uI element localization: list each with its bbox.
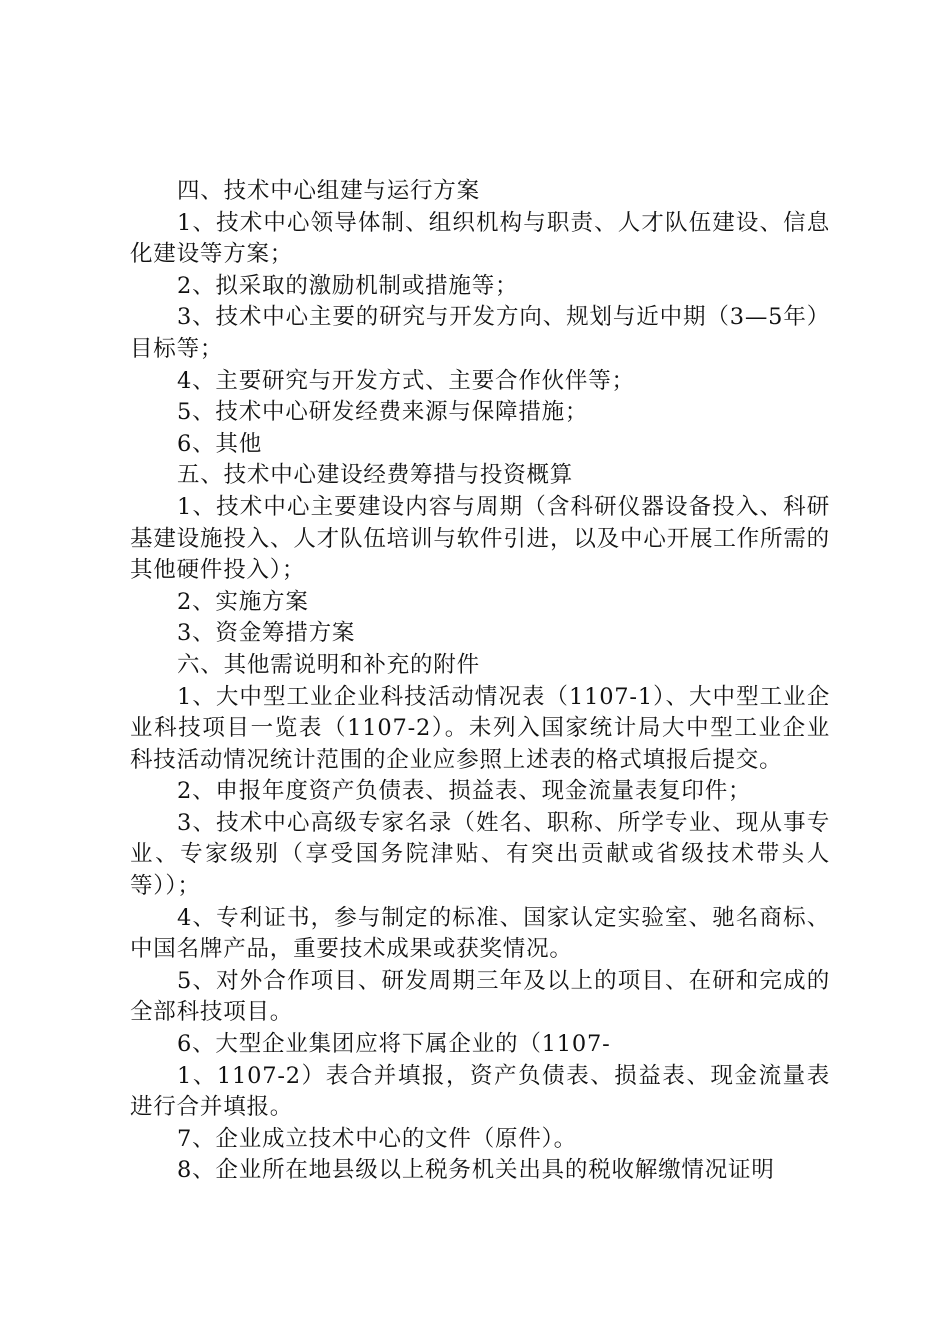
paragraph: 1、大中型工业企业科技活动情况表（1107-1）、大中型工业企业科技项目一览表（1107-2）。未列入国家统计局大中型工业企业科技活动情况统计范围的企业应参照上述表的格式填报后提交。 [130,683,830,773]
paragraph: 5、对外合作项目、研发周期三年及以上的项目、在研和完成的全部科技项目。 [130,967,830,1026]
paragraph: 1、技术中心主要建设内容与周期（含科研仪器设备投入、科研基建设施投入、人才队伍培训与软件引进，以及中心开展工作所需的其他硬件投入）； [130,493,830,584]
section-heading-6: 六、其他需说明和补充的附件 [177,651,480,678]
paragraph: 6、其他 [177,430,263,457]
paragraph: 6、大型企业集团应将下属企业的（1107- [177,1031,611,1058]
paragraph: 3、技术中心主要的研究与开发方向、规划与近中期（3—5年）目标等； [130,304,830,362]
paragraph: 8、企业所在地县级以上税务机关出具的税收解缴情况证明 [177,1157,775,1184]
paragraph: 5、技术中心研发经费来源与保障措施； [177,399,589,426]
paragraph: 3、技术中心高级专家名录（姓名、职称、所学专业、现从事专业、专家级别（享受国务院津贴、有突出贡献或省级技术带头人等））； [130,809,830,900]
paragraph: 4、专利证书，参与制定的标准、国家认定实验室、驰名商标、中国名牌产品，重要技术成果或获奖情况。 [130,904,830,963]
paragraph: 2、申报年度资产负债表、损益表、现金流量表复印件； [177,778,752,805]
section-heading-5: 五、技术中心建设经费筹措与投资概算 [177,462,574,489]
paragraph: 2、实施方案 [177,588,309,615]
paragraph: 1、1107-2）表合并填报，资产负债表、损益表、现金流量表进行合并填报。 [130,1062,830,1121]
paragraph: 7、企业成立技术中心的文件（原件）。 [177,1125,577,1152]
paragraph: 4、主要研究与开发方式、主要合作伙伴等； [177,367,635,394]
paragraph: 2、拟采取的激励机制或措施等； [177,272,519,299]
paragraph: 3、资金筹措方案 [177,620,356,647]
section-heading-4: 四、技术中心组建与运行方案 [177,178,480,204]
paragraph: 1、技术中心领导体制、组织机构与职责、人才队伍建设、信息化建设等方案； [130,209,830,268]
document-body [130,176,830,1187]
